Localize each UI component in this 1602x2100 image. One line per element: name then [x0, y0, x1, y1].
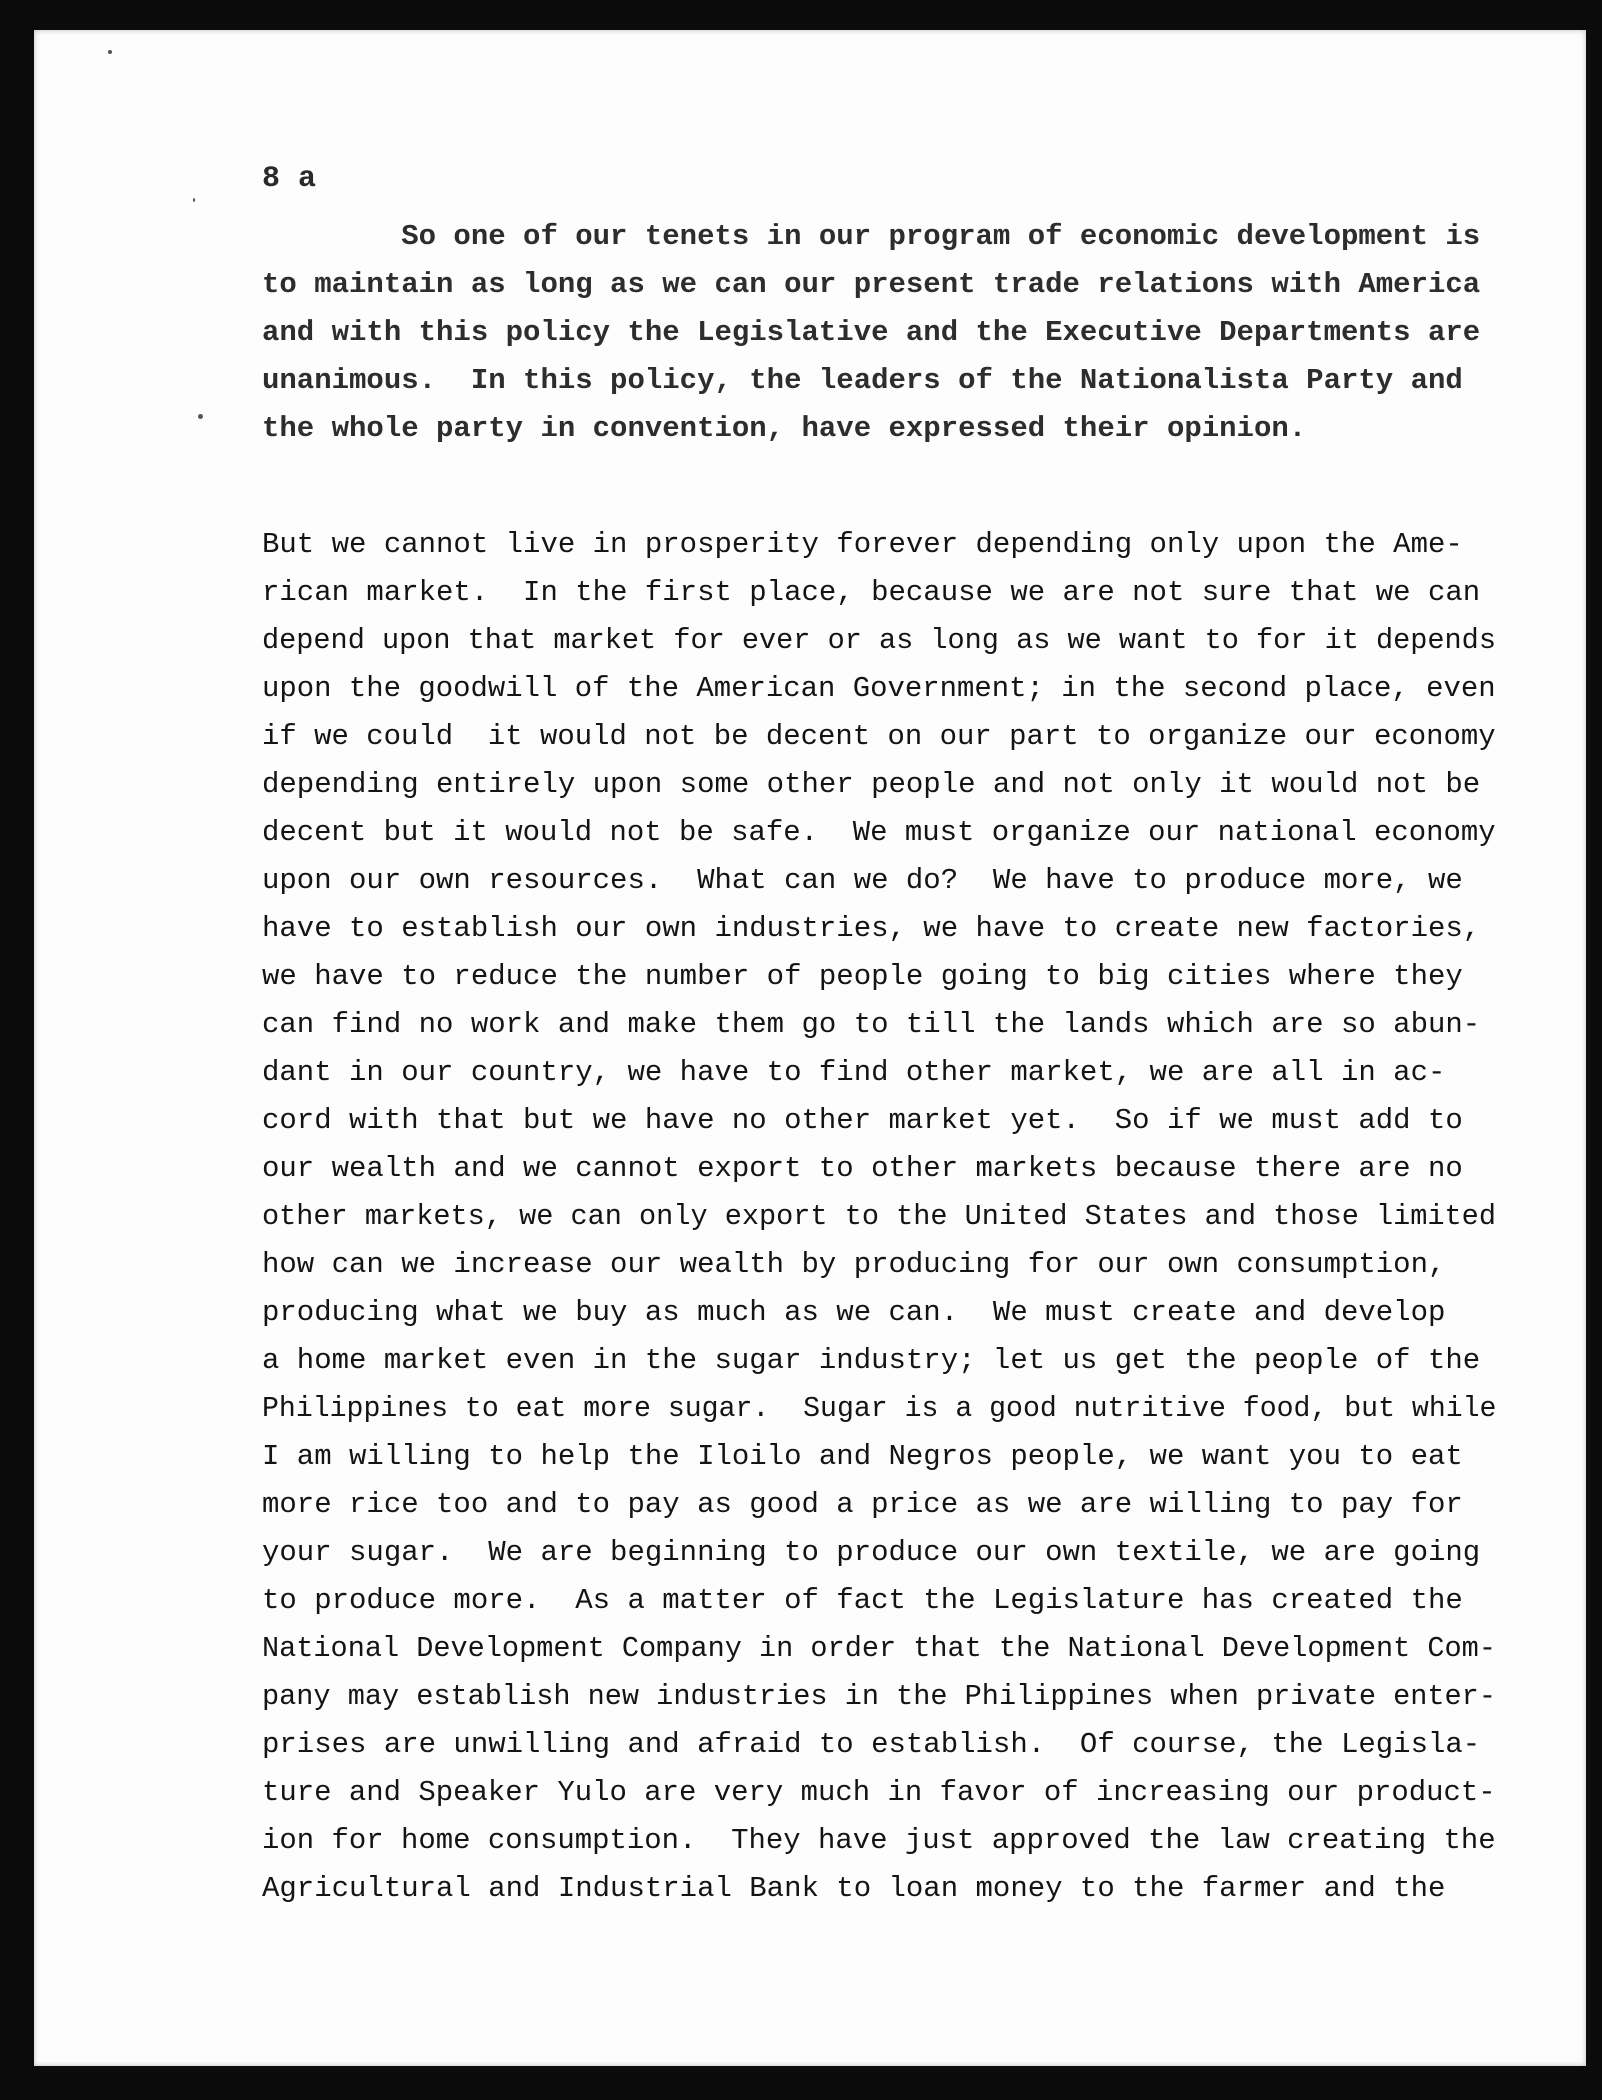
text-line: But we cannot live in prosperity forever depending only upon the Ame-	[262, 528, 1463, 561]
text-line: more rice too and to pay as good a price as we are willing to pay for	[262, 1488, 1463, 1521]
text-line: how can we increase our wealth by producing for our own consumption,	[262, 1248, 1446, 1281]
text-line: decent but it would not be safe. We must organize our national economy	[262, 816, 1496, 849]
text-line: to maintain as long as we can our present trade relations with America	[262, 268, 1481, 301]
page-number: 8 a	[262, 162, 317, 196]
text-line: National Development Company in order that the National Development Com-	[262, 1632, 1496, 1665]
text-line: have to establish our own industries, we have to create new factories,	[262, 912, 1481, 945]
text-line: unanimous. In this policy, the leaders of the Nationalista Party and	[262, 364, 1463, 397]
text-line: our wealth and we cannot export to other markets because there are no	[262, 1152, 1463, 1185]
text-line: ture and Speaker Yulo are very much in favor of increasing our product-	[262, 1776, 1496, 1809]
text-line: depending entirely upon some other people and not only it would not be	[262, 768, 1481, 801]
scan-speck	[193, 198, 195, 202]
text-line: So one of our tenets in our program of economic development is	[262, 220, 1481, 253]
scan-speck	[108, 50, 112, 54]
text-line: cord with that but we have no other market yet. So if we must add to	[262, 1104, 1463, 1137]
text-line: upon the goodwill of the American Government; in the second place, even	[262, 672, 1496, 705]
text-line: producing what we buy as much as we can. We must create and develop	[262, 1296, 1446, 1329]
text-line: can find no work and make them go to till the lands which are so abun-	[262, 1008, 1481, 1041]
text-line: other markets, we can only export to the United States and those limited	[262, 1200, 1496, 1233]
text-line: we have to reduce the number of people going to big cities where they	[262, 960, 1463, 993]
text-line: prises are unwilling and afraid to establish. Of course, the Legisla-	[262, 1728, 1481, 1761]
text-line: a home market even in the sugar industry; let us get the people of the	[262, 1344, 1481, 1377]
text-line: the whole party in convention, have expressed their opinion.	[262, 412, 1307, 445]
text-line: to produce more. As a matter of fact the Legislature has created the	[262, 1584, 1463, 1617]
text-line: dant in our country, we have to find other market, we are all in ac-	[262, 1056, 1446, 1089]
text-line: depend upon that market for ever or as long as we want to for it depends	[262, 624, 1496, 657]
text-line: pany may establish new industries in the Philippines when private enter-	[262, 1680, 1496, 1713]
text-line: and with this policy the Legislative and the Executive Departments are	[262, 316, 1481, 349]
document-page	[34, 30, 1586, 2066]
text-line: upon our own resources. What can we do? We have to produce more, we	[262, 864, 1463, 897]
text-line: I am willing to help the Iloilo and Negros people, we want you to eat	[262, 1440, 1463, 1473]
text-line: ion for home consumption. They have just approved the law creating the	[262, 1824, 1496, 1857]
text-line: your sugar. We are beginning to produce our own textile, we are going	[262, 1536, 1481, 1569]
text-line: Agricultural and Industrial Bank to loan money to the farmer and the	[262, 1872, 1446, 1905]
text-line: rican market. In the first place, because we are not sure that we can	[262, 576, 1481, 609]
text-line: if we could it would not be decent on our part to organize our economy	[262, 720, 1496, 753]
scan-speck	[198, 414, 203, 419]
text-line: Philippines to eat more sugar. Sugar is a good nutritive food, but while	[262, 1392, 1497, 1425]
